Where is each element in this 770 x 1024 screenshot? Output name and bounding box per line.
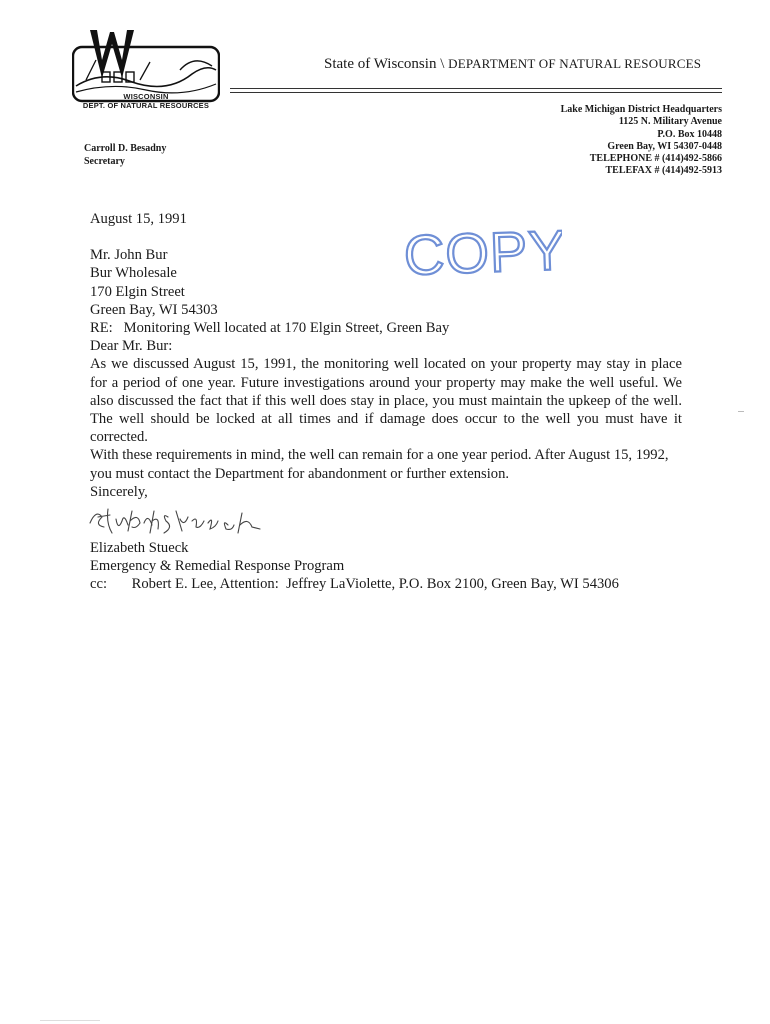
headquarters-address	[561, 104, 722, 178]
hq-line: TELEPHONE # (414)492-5866	[589, 153, 722, 165]
recipient-street: 170 Elgin Street	[90, 283, 185, 300]
recipient-name: Mr. John Bur	[90, 247, 168, 264]
secretary-block	[84, 143, 166, 168]
closing: Sincerely,	[90, 483, 148, 500]
letter-date: August 15, 1991	[90, 211, 187, 227]
secretary-name: Carroll D. Besadny	[84, 143, 167, 154]
signer-program: Emergency & Remedial Response Program	[90, 558, 345, 575]
hq-line: 1125 N. Military Avenue	[618, 116, 722, 128]
copy-stamp-text: COPY	[402, 222, 562, 287]
header-rule-top	[230, 88, 722, 89]
cc-label: cc:	[90, 576, 108, 593]
handwritten-signature	[90, 501, 682, 539]
state-name: State of Wisconsin	[324, 56, 437, 72]
scan-artifact	[738, 411, 744, 412]
dnr-logo	[72, 30, 220, 120]
scan-artifact	[40, 1020, 100, 1021]
hq-line: Green Bay, WI 54307-0448	[607, 140, 722, 152]
header-separator: \	[440, 56, 445, 72]
recipient-company: Bur Wholesale	[90, 265, 177, 282]
body-paragraph-1: As we discussed August 15, 1991, the monitoring well located on your property may stay in place for a period of one year. Future investigations around your property may make the well useful. We also discussed the fact that if this well does stay in place, you must maintain the upkeep of the well. The well should be locked at all times and if damage does occur to the well you must have it corrected.	[90, 356, 682, 446]
hq-line: Lake Michigan District Headquarters	[560, 104, 722, 115]
recipient-address	[90, 246, 682, 319]
letterhead-title	[324, 56, 701, 73]
logo-line-1: WISCONSIN	[123, 92, 169, 101]
subject-line: RE: Monitoring Well located at 170 Elgin Street, Green Bay	[90, 320, 450, 337]
letter-body	[90, 210, 682, 594]
department-name: DEPARTMENT OF NATURAL RESOURCES	[448, 56, 702, 71]
recipient-city: Green Bay, WI 54303	[90, 301, 218, 318]
logo-caption	[72, 92, 220, 110]
header-rule-bottom	[230, 92, 722, 93]
cc-line	[90, 575, 682, 593]
signature-graphic	[88, 503, 278, 539]
salutation: Dear Mr. Bur:	[90, 338, 173, 355]
hq-line: TELEFAX # (414)492-5913	[605, 165, 722, 177]
logo-line-2: DEPT. OF NATURAL RESOURCES	[82, 101, 210, 110]
hq-line: P.O. Box 10448	[657, 128, 722, 140]
signer-name: Elizabeth Stueck	[90, 540, 189, 557]
body-paragraph-2: With these requirements in mind, the well can remain for a one year period. After August 15, 1992, you must contact the Department for abandonment or further extension.	[90, 447, 669, 482]
cc-recipients: Robert E. Lee, Attention: Jeffrey LaViolette, P.O. Box 2100, Green Bay, WI 54306	[131, 576, 619, 593]
secretary-title: Secretary	[84, 155, 125, 167]
